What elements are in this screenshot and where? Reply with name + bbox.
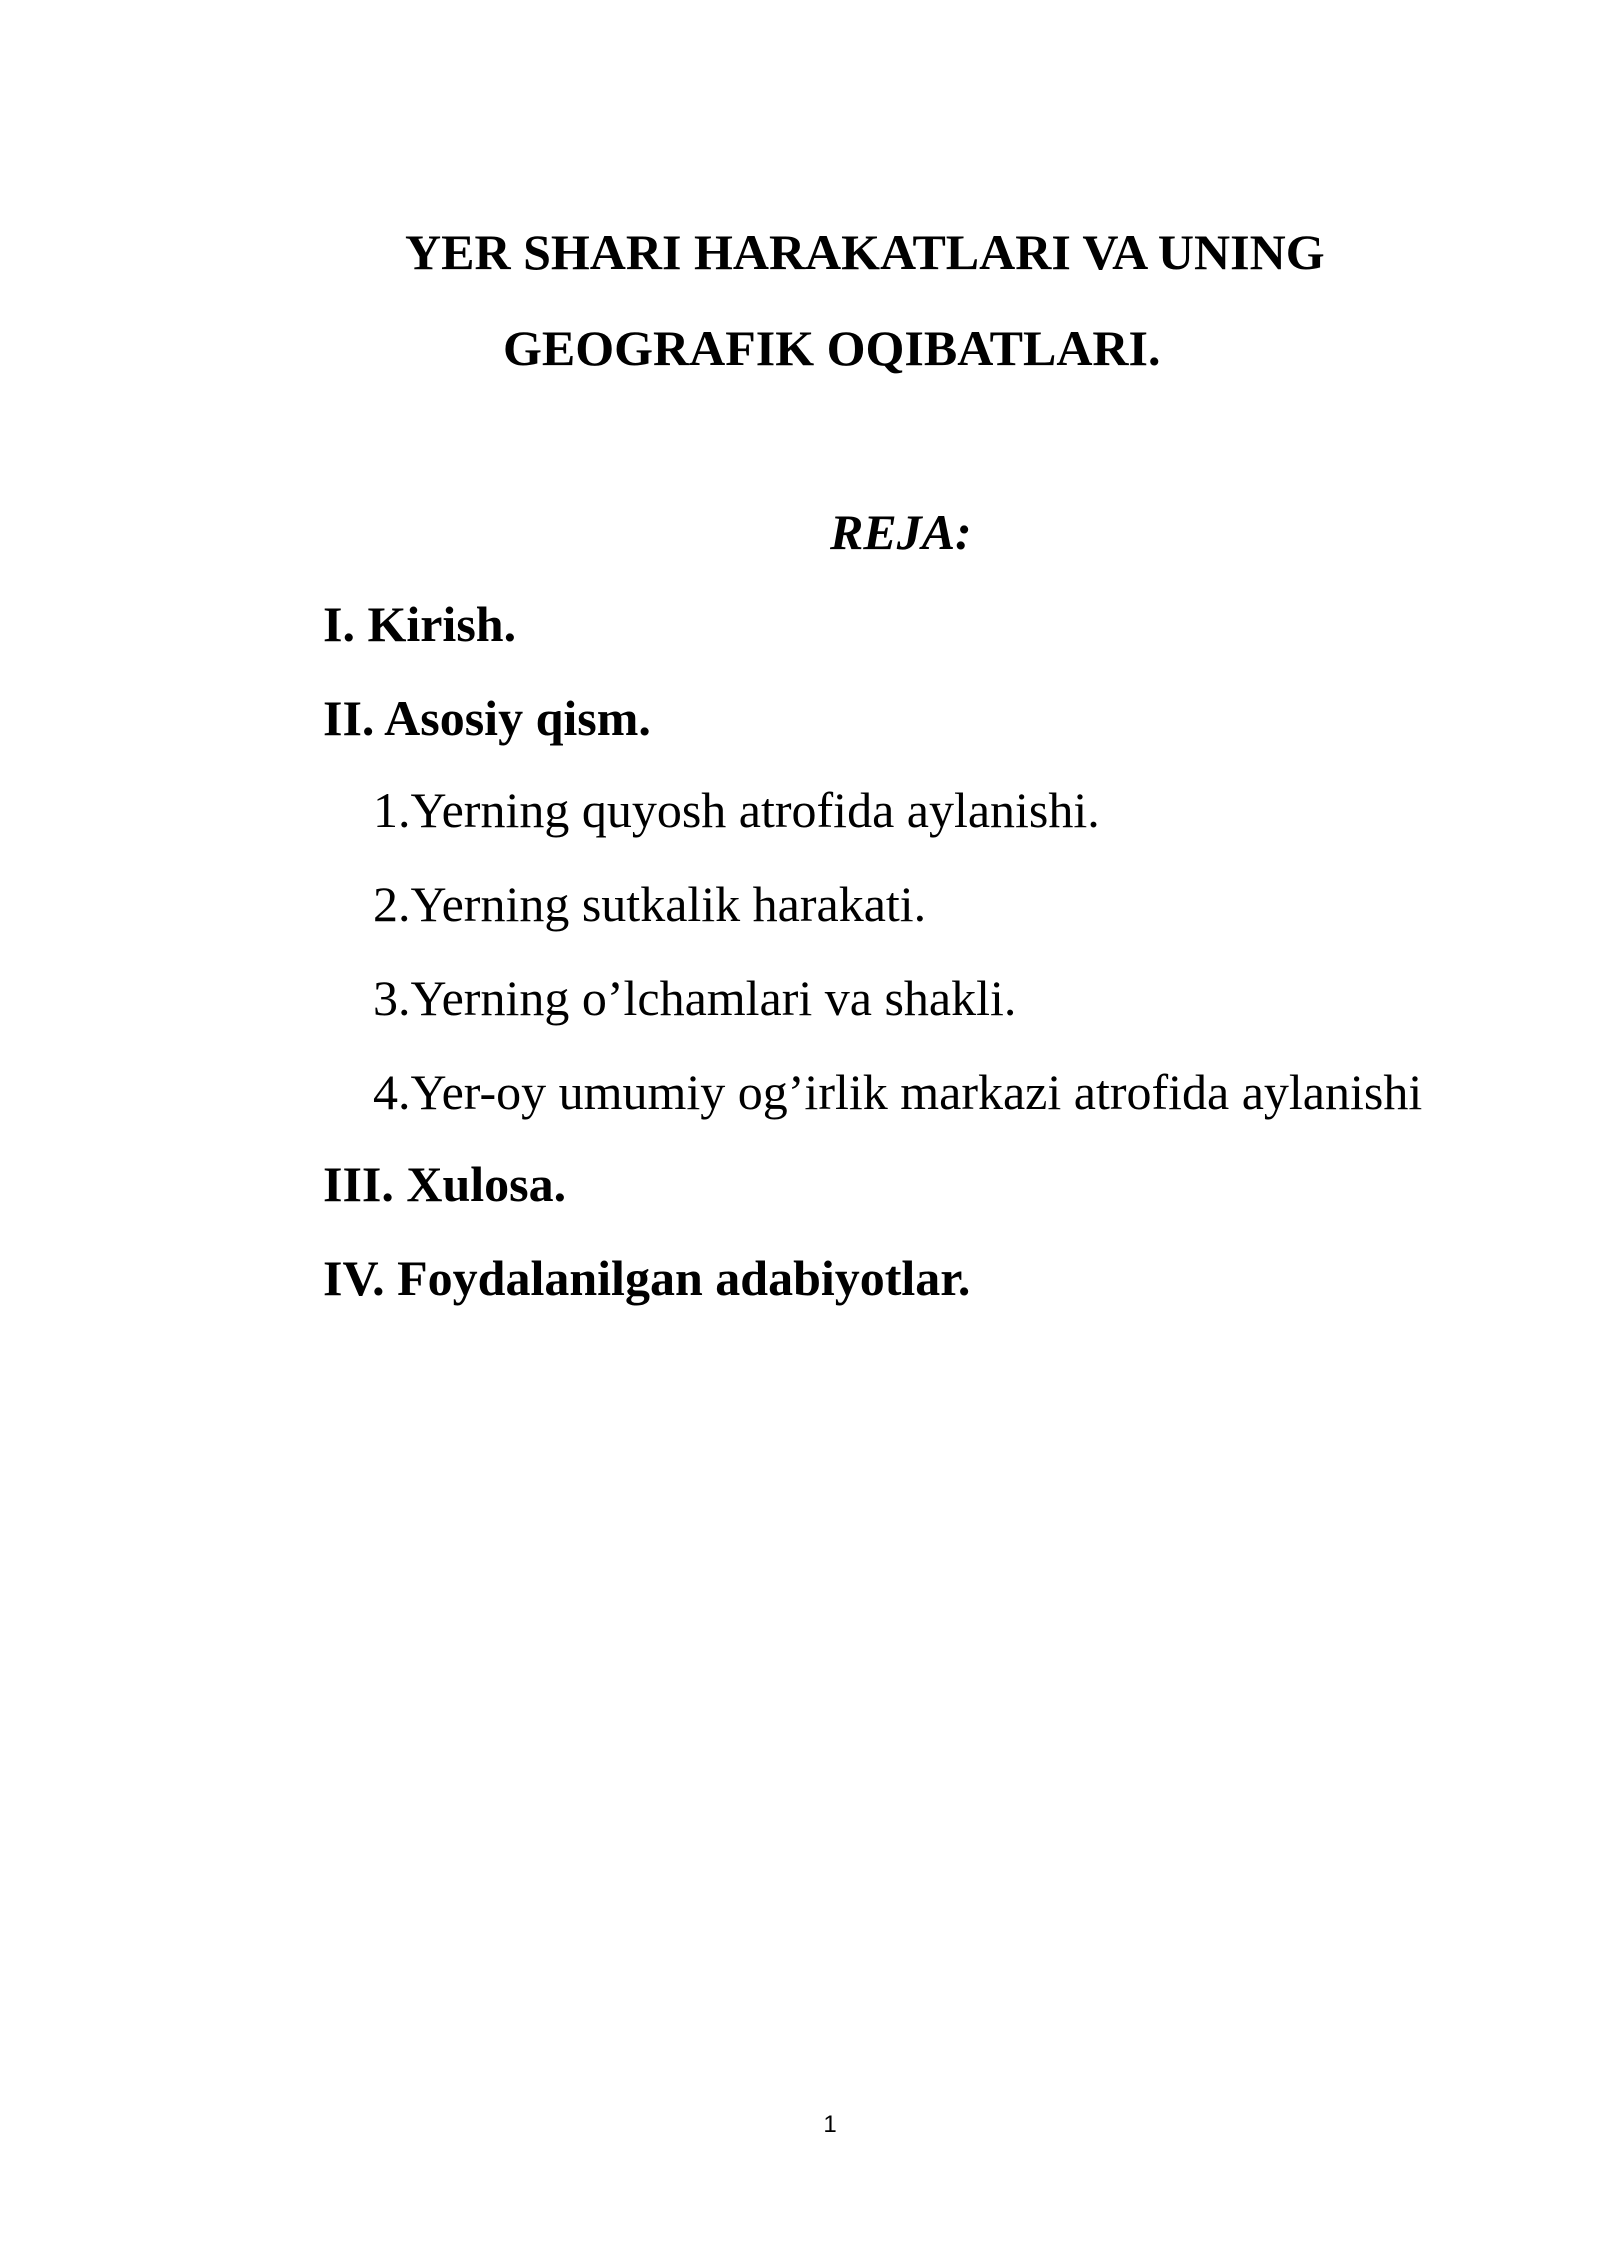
section-conclusion: III. Xulosa.	[323, 1156, 567, 1212]
subitem-2: 2.Yerning sutkalik harakati.	[373, 876, 927, 932]
section-references: IV. Foydalanilgan adabiyotlar.	[323, 1250, 971, 1306]
subitem-1: 1.Yerning quyosh atrofida aylanishi.	[373, 782, 1100, 838]
section-main-part: II. Asosiy qism.	[323, 690, 651, 746]
title-line-1: YER SHARI HARAKATLARI VA UNING	[405, 224, 1325, 280]
subitem-4: 4.Yer-oy umumiy og’irlik markazi atrofida aylanishi	[373, 1064, 1423, 1120]
title-line-2: GEOGRAFIK OQIBATLARI.	[503, 320, 1161, 376]
subitem-3: 3.Yerning o’lchamlari va shakli.	[373, 970, 1017, 1026]
section-introduction: I. Kirish.	[323, 596, 517, 652]
plan-heading: REJA:	[830, 504, 972, 560]
page-number: 1	[823, 2111, 837, 2138]
